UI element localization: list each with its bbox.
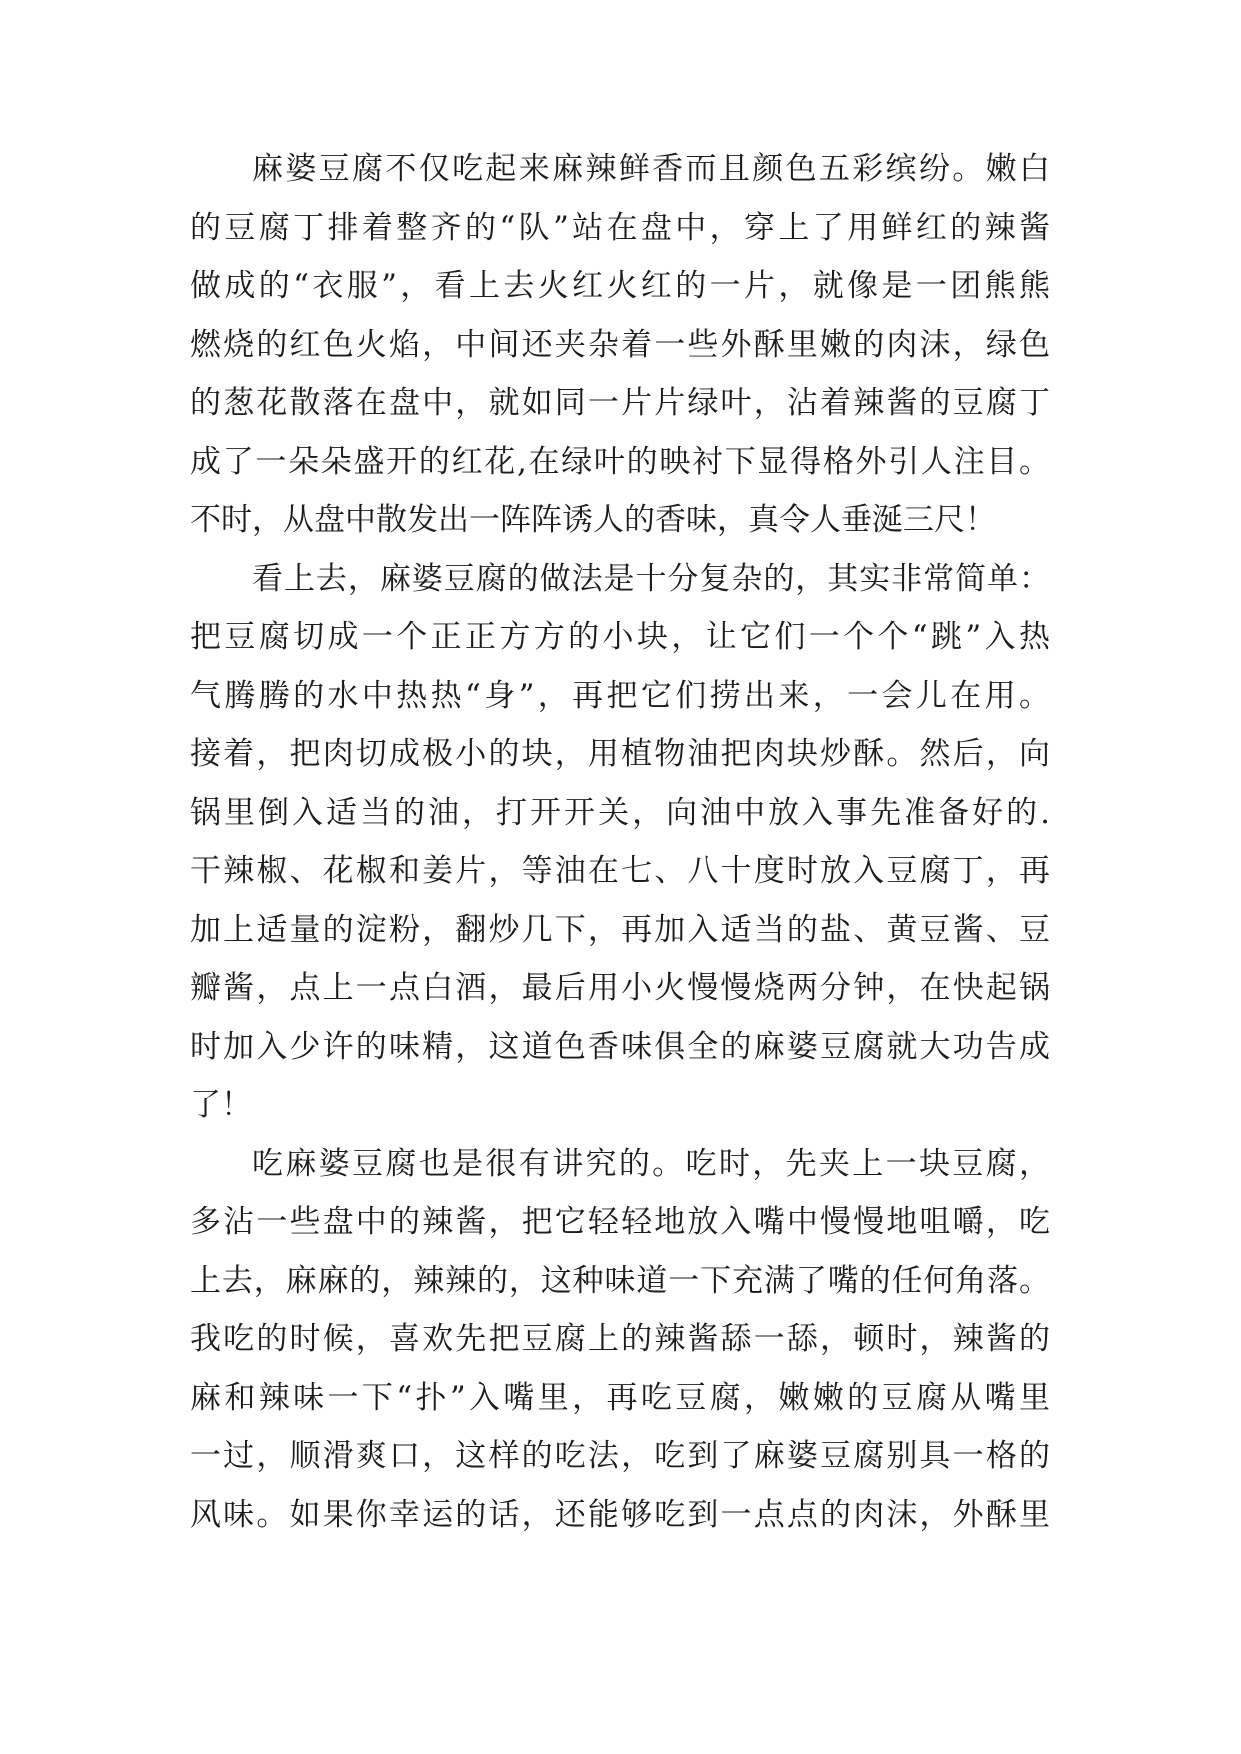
- paragraph-line: 麻婆豆腐不仅吃起来麻辣鲜香而且颜色五彩缤纷。嫩白: [252, 151, 1050, 187]
- paragraph-line: 看上去，麻婆豆腐的做法是十分复杂的，其实非常简单：: [252, 560, 1050, 597]
- paragraph-line: 气腾腾的水中热热“身”，再把它们捞出来，一会儿在用。: [190, 677, 1050, 714]
- paragraph-line: 的葱花散落在盘中，就如同一片片绿叶，沾着辣酱的豆腐丁: [190, 385, 1050, 421]
- paragraph-line: 多沾一些盘中的辣酱，把它轻轻地放入嘴中慢慢地咀嚼，吃: [190, 1204, 1050, 1240]
- paragraph-line: 接着，把肉切成极小的块，用植物油把肉块炒酥。然后，向: [190, 736, 1050, 772]
- paragraph-line: 成了一朵朵盛开的红花,在绿叶的映衬下显得格外引人注目。: [190, 443, 1050, 480]
- paragraph-line: 的豆腐丁排着整齐的“队”站在盘中，穿上了用鲜红的辣酱: [190, 209, 1050, 246]
- paragraph-line: 把豆腐切成一个正正方方的小块，让它们一个个“跳”入热: [190, 619, 1050, 655]
- paragraph-line: 麻和辣味一下“扑”入嘴里，再吃豆腐，嫩嫩的豆腐从嘴里: [190, 1379, 1050, 1416]
- paragraph-line: 时加入少许的味精，这道色香味俱全的麻婆豆腐就大功告成: [190, 1028, 1050, 1065]
- paragraph-3: [190, 1135, 1050, 1545]
- paragraph-line: 瓣酱，点上一点白酒，最后用小火慢慢烧两分钟，在快起锅: [190, 970, 1050, 1006]
- paragraph-line: 加上适量的淀粉，翻炒几下，再加入适当的盐、黄豆酱、豆: [190, 911, 1050, 948]
- paragraph-line: 锅里倒入适当的油，打开开关，向油中放入事先准备好的.: [190, 794, 1050, 831]
- paragraph-line: 一过，顺滑爽口，这样的吃法，吃到了麻婆豆腐别具一格的: [190, 1438, 1050, 1474]
- paragraph-line: 我吃的时候，喜欢先把豆腐上的辣酱舔一舔，顿时，辣酱的: [190, 1321, 1050, 1357]
- paragraph-line: 不时，从盘中散发出一阵阵诱人的香味，真令人垂涎三尺！: [190, 502, 996, 538]
- paragraph-line: 了！: [190, 1087, 252, 1123]
- paragraph-2: [190, 550, 1050, 1135]
- paragraph-line: 做成的“衣服”，看上去火红火红的一片，就像是一团熊熊: [190, 268, 1050, 304]
- paragraph-line: 燃烧的红色火焰，中间还夹杂着一些外酥里嫩的肉沫，绿色: [190, 326, 1050, 363]
- paragraph-1: [190, 140, 1050, 550]
- paragraph-line: 上去，麻麻的，辣辣的，这种味道一下充满了嘴的任何角落。: [190, 1262, 1050, 1299]
- paragraph-line: 吃麻婆豆腐也是很有讲究的。吃时，先夹上一块豆腐，: [252, 1145, 1050, 1182]
- paragraph-line: 风味。如果你幸运的话，还能够吃到一点点的肉沫，外酥里: [190, 1496, 1050, 1533]
- paragraph-line: 干辣椒、花椒和姜片，等油在七、八十度时放入豆腐丁，再: [190, 853, 1050, 889]
- essay-body: [190, 140, 1050, 1544]
